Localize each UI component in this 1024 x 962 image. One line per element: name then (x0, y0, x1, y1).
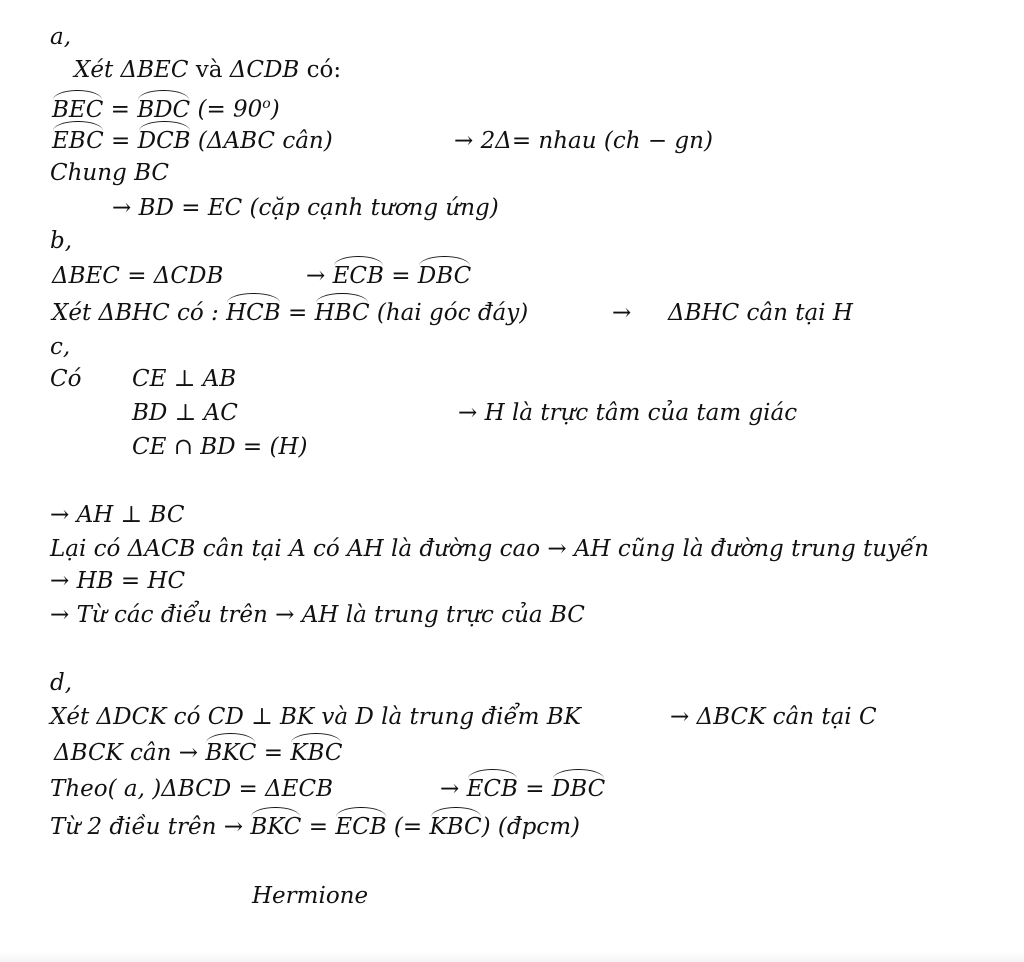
part-a-line-1: Xét ΔBEC và ΔCDB có: (74, 57, 342, 83)
part-a-conclusion: → 2Δ= nhau (ch − gn) (454, 128, 713, 154)
part-b-result: ΔBHC cân tại H (668, 300, 853, 326)
part-c-line-5: Lại có ΔACB cân tại A có AH là đường cao → AH cũng là đường trung tuyến (50, 536, 929, 562)
page-bottom-edge (0, 952, 1024, 962)
angle-dcb: DCB (137, 128, 191, 154)
part-a-line-4: Chung BC (50, 160, 169, 186)
part-c-line-3: CE ∩ BD = (H) (132, 434, 308, 460)
angle-bkc-2: BKC (250, 814, 302, 840)
part-d-line-1: Xét ΔDCK có CD ⊥ BK và D là trung điểm BK (50, 704, 581, 730)
part-c-line-6: → HB = HC (50, 568, 186, 594)
part-d-line-2: ΔBCK cân → BKC = KBC (54, 740, 343, 766)
angle-kbc-2: KBC (429, 814, 482, 840)
angle-kbc: KBC (290, 740, 343, 766)
angle-ecb-2: ECB (466, 776, 518, 802)
part-a-label: a, (50, 24, 72, 50)
part-c-line-1: CE ⊥ AB (132, 366, 237, 392)
part-c-label: c, (50, 334, 71, 360)
part-b-label: b, (50, 228, 73, 254)
angle-hcb: HCB (226, 300, 281, 326)
part-b-line-2: Xét ΔBHC có : HCB = HBC (hai góc đáy) (52, 300, 529, 326)
angle-bdc: BDC (137, 96, 191, 123)
angle-dbc-2: DBC (551, 776, 606, 802)
angle-dbc: DBC (417, 263, 472, 289)
part-c-orthocenter: → H là trực tâm của tam giác (458, 400, 798, 426)
part-b-line-1-left: ΔBEC = ΔCDB (52, 263, 224, 289)
part-d-label: d, (50, 670, 73, 696)
angle-ecb: ECB (332, 263, 384, 289)
part-b-line-1-right: → ECB = DBC (306, 263, 472, 289)
part-d-line-1-result: → ΔBCK cân tại C (670, 704, 877, 730)
part-c-line-7: → Từ các điểu trên → AH là trung trực của BC (50, 602, 585, 628)
angle-hbc: HBC (314, 300, 370, 326)
angle-bec: BEC (52, 96, 104, 123)
part-d-line-3-right: → ECB = DBC (440, 776, 606, 802)
angle-ebc: EBC (52, 128, 104, 154)
part-d-line-4: Từ 2 điều trên → BKC = ECB (= KBC) (đpcm) (50, 814, 580, 840)
part-a-line-2: BEC = BDC (= $90^o$) (52, 96, 280, 123)
part-a-line-3: EBC = DCB (ΔABC cân) (52, 128, 333, 154)
part-b-arrow: → (612, 300, 632, 326)
part-a-line-5: → BD = EC (cặp cạnh tương ứng) (112, 195, 499, 221)
angle-ecb-3: ECB (335, 814, 387, 840)
angle-bkc: BKC (205, 740, 257, 766)
part-d-line-3-left: Theo( a, )ΔBCD = ΔECB (50, 776, 333, 802)
signature: Hermione (252, 883, 369, 909)
part-c-line-2: BD ⊥ AC (132, 400, 238, 426)
part-c-co: Có (50, 366, 82, 392)
part-c-line-4: → AH ⊥ BC (50, 502, 185, 528)
